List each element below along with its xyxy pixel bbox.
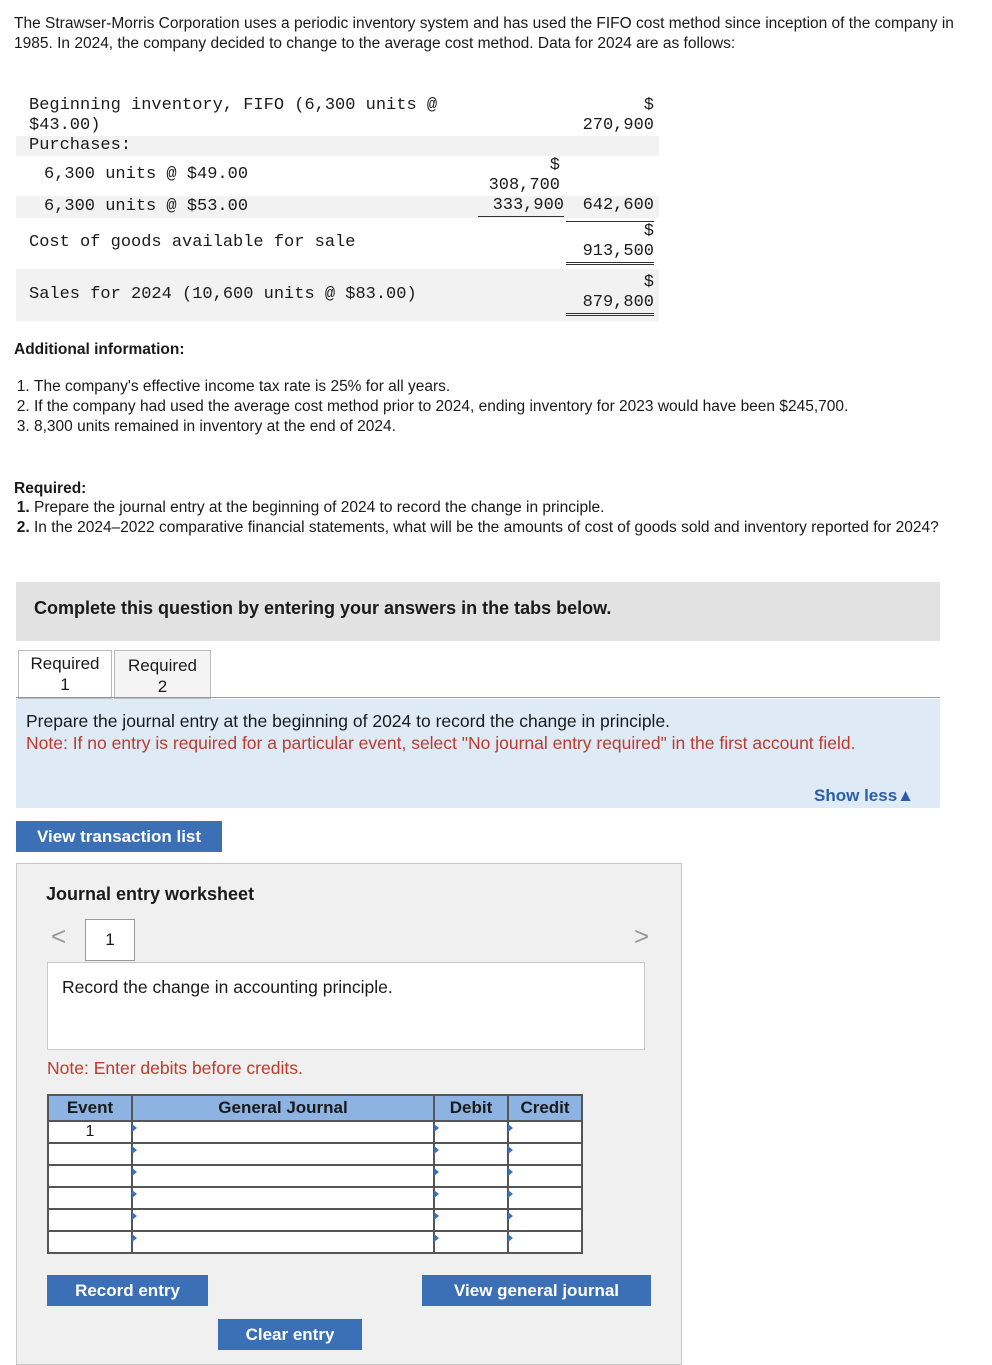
purchase-2-label: 6,300 units @ $53.00 bbox=[44, 197, 249, 216]
column-header-debit: Debit bbox=[434, 1095, 508, 1121]
banner-text: Complete this question by entering your answers in the tabs below. bbox=[34, 598, 612, 618]
view-general-journal-button[interactable]: View general journal bbox=[422, 1275, 651, 1306]
event-cell bbox=[48, 1231, 132, 1253]
journal-entry-worksheet bbox=[16, 863, 682, 1365]
debit-input[interactable] bbox=[434, 1143, 508, 1165]
prev-arrow-icon[interactable]: < bbox=[51, 921, 67, 951]
table-row bbox=[48, 1143, 582, 1165]
cogas-label: Cost of goods available for sale bbox=[29, 233, 356, 252]
beginning-inventory-row bbox=[16, 94, 659, 136]
column-header-credit: Credit bbox=[508, 1095, 582, 1121]
purchase-row-1 bbox=[16, 156, 659, 196]
beginning-dollar: $ bbox=[643, 96, 654, 115]
account-input[interactable] bbox=[132, 1121, 434, 1143]
clear-entry-button[interactable]: Clear entry bbox=[218, 1319, 362, 1350]
required-title: Required: bbox=[14, 480, 87, 497]
additional-item: 1. The company's effective income tax rate is 25% for all years. bbox=[34, 377, 934, 397]
tab-number: 2 bbox=[157, 677, 168, 696]
next-arrow-icon[interactable]: > bbox=[634, 921, 650, 951]
credit-input[interactable] bbox=[508, 1165, 582, 1187]
table-row bbox=[48, 1209, 582, 1231]
cogas-value: 913,500 bbox=[566, 242, 654, 265]
question-panel bbox=[16, 699, 940, 808]
purchases-total: 642,600 bbox=[582, 196, 654, 215]
debit-input[interactable] bbox=[434, 1121, 508, 1143]
event-cell bbox=[48, 1209, 132, 1231]
tab-required-2[interactable] bbox=[114, 650, 211, 699]
sales-row bbox=[16, 269, 659, 321]
event-cell bbox=[48, 1187, 132, 1209]
additional-item: 2. If the company had used the average cost method prior to 2024, ending inventory for 2023 would have been $245,700. bbox=[34, 397, 934, 417]
table-row bbox=[48, 1231, 582, 1253]
worksheet-page-number[interactable]: 1 bbox=[85, 919, 135, 961]
credit-input[interactable] bbox=[508, 1187, 582, 1209]
tab-label: Required bbox=[30, 654, 100, 673]
column-header-event: Event bbox=[48, 1095, 132, 1121]
credit-input[interactable] bbox=[508, 1231, 582, 1253]
beginning-label-1: Beginning inventory, FIFO (6,300 units @ bbox=[29, 96, 438, 115]
entry-description: Record the change in accounting principle. bbox=[62, 977, 393, 997]
required-item: 2. In the 2024–2022 comparative financial statements, what will be the amounts of cost of goods sold and inventory reported for 2024? bbox=[34, 518, 974, 538]
table-row bbox=[48, 1165, 582, 1187]
account-input[interactable] bbox=[132, 1209, 434, 1231]
credit-input[interactable] bbox=[508, 1209, 582, 1231]
table-header-row bbox=[48, 1095, 582, 1121]
required-list bbox=[0, 498, 974, 538]
additional-info-list bbox=[0, 377, 934, 437]
entry-description-box bbox=[47, 962, 645, 1050]
view-transaction-list-button[interactable]: View transaction list bbox=[16, 821, 222, 852]
debit-input[interactable] bbox=[434, 1165, 508, 1187]
general-journal-table bbox=[47, 1094, 583, 1254]
cogas-row bbox=[16, 221, 659, 265]
instructions-banner bbox=[16, 582, 940, 641]
sales-value: 879,800 bbox=[566, 293, 654, 316]
question-prompt: Prepare the journal entry at the beginning of 2024 to record the change in principle. bbox=[26, 711, 671, 731]
question-note: Note: If no entry is required for a particular event, select "No journal entry required" in the first account field. bbox=[26, 733, 856, 753]
beginning-value: 270,900 bbox=[582, 116, 654, 135]
account-input[interactable] bbox=[132, 1187, 434, 1209]
debit-input[interactable] bbox=[434, 1231, 508, 1253]
debits-note: Note: Enter debits before credits. bbox=[47, 1058, 303, 1078]
account-input[interactable] bbox=[132, 1231, 434, 1253]
additional-info-title: Additional information: bbox=[14, 341, 185, 358]
account-input[interactable] bbox=[132, 1143, 434, 1165]
account-input[interactable] bbox=[132, 1165, 434, 1187]
show-less-link[interactable]: Show less▲ bbox=[814, 786, 914, 805]
record-entry-button[interactable]: Record entry bbox=[47, 1275, 208, 1306]
purchase-row-2 bbox=[16, 196, 659, 218]
tab-label: Required bbox=[128, 656, 197, 675]
purchases-label: Purchases: bbox=[29, 136, 132, 155]
tab-required-1[interactable] bbox=[18, 650, 112, 699]
problem-intro: The Strawser-Morris Corporation uses a periodic inventory system and has used the FIFO cost method since inception of the company in 1985. In 2024, the company decided to change to the average cost method. Data for 2024 are as follows: bbox=[14, 15, 954, 52]
tab-divider bbox=[16, 697, 940, 698]
table-row bbox=[48, 1121, 582, 1143]
question-text bbox=[26, 710, 926, 754]
cogas-dollar: $ bbox=[643, 222, 654, 241]
purchase-1-value: 308,700 bbox=[488, 176, 560, 195]
purchase-2-value: 333,900 bbox=[478, 196, 564, 217]
debit-input[interactable] bbox=[434, 1209, 508, 1231]
event-cell bbox=[48, 1143, 132, 1165]
beginning-label-2: $43.00) bbox=[29, 116, 101, 135]
event-cell: 1 bbox=[48, 1121, 132, 1143]
credit-input[interactable] bbox=[508, 1121, 582, 1143]
worksheet-title: Journal entry worksheet bbox=[46, 884, 255, 904]
purchases-header-row bbox=[16, 136, 659, 156]
additional-item: 3. 8,300 units remained in inventory at the end of 2024. bbox=[34, 417, 934, 437]
tab-number: 1 bbox=[60, 675, 70, 694]
purchase-1-dollar: $ bbox=[549, 156, 560, 175]
sales-label: Sales for 2024 (10,600 units @ $83.00) bbox=[29, 285, 417, 304]
required-item: 1. Prepare the journal entry at the beginning of 2024 to record the change in principle. bbox=[34, 498, 974, 518]
event-cell bbox=[48, 1165, 132, 1187]
column-header-general-journal: General Journal bbox=[132, 1095, 434, 1121]
sales-dollar: $ bbox=[643, 273, 654, 292]
purchase-1-label: 6,300 units @ $49.00 bbox=[44, 165, 249, 184]
credit-input[interactable] bbox=[508, 1143, 582, 1165]
debit-input[interactable] bbox=[434, 1187, 508, 1209]
table-row bbox=[48, 1187, 582, 1209]
